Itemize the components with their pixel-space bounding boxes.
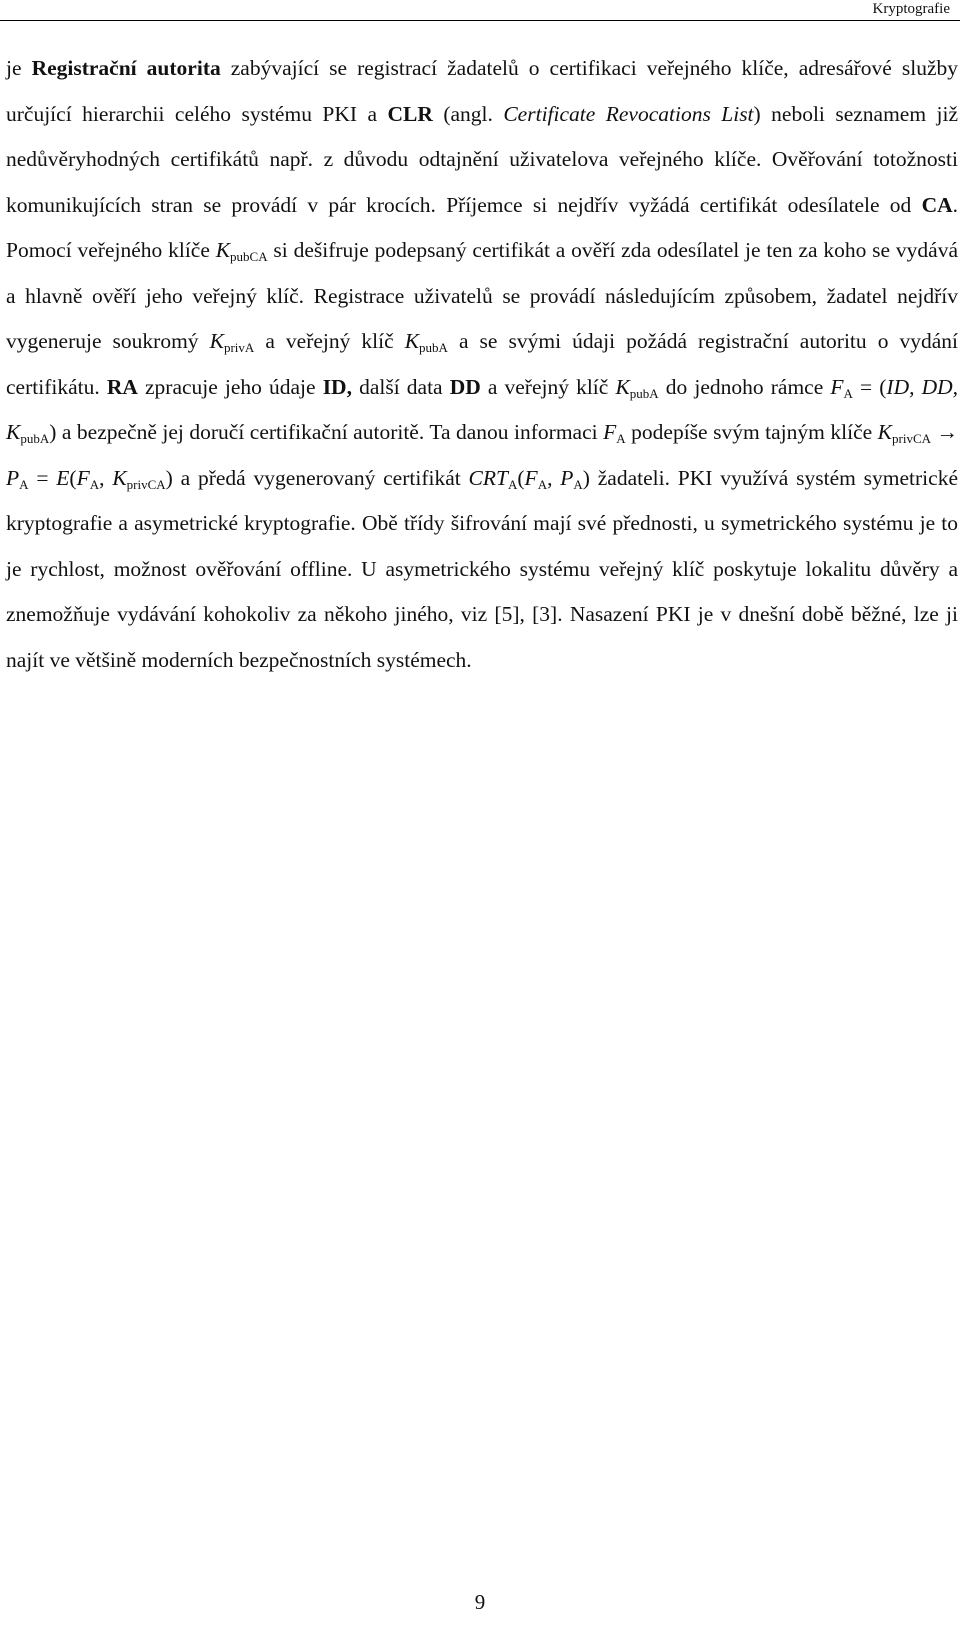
math-var: K	[877, 420, 892, 444]
math-subscript: A	[573, 476, 583, 492]
math-var: F	[603, 420, 617, 444]
math-var: F	[76, 465, 90, 490]
text-segment: (	[69, 465, 77, 490]
text-segment: další data	[351, 374, 450, 399]
text-segment: do jednoho rámce	[658, 374, 831, 399]
text-segment: a veřejný klíč	[254, 329, 405, 353]
body-paragraph	[6, 46, 958, 683]
math-var: K	[209, 329, 224, 353]
math-subscript: A	[537, 476, 548, 492]
term-id: ID,	[322, 374, 352, 399]
arrow-symbol: →	[936, 420, 958, 444]
math-var: E	[56, 465, 70, 490]
term-dd: DD	[449, 374, 481, 399]
math-var: P	[560, 465, 574, 490]
text-segment: ) neboli seznamem již nedůvěryhodných certifikátů např. z důvodu odtajnění uživatelova veřejného klíče. Ověřování totožnosti komunikujících stran se provádí v pár krocích. Příjemce si nejdřív vyžádá certifikát odesílatele od	[6, 101, 959, 217]
term-registration-authority: Registrační autorita	[31, 56, 221, 80]
text-segment: ) žadateli. PKI využívá systém symetrické kryptografie a asymetrické kryptografie. Obě třídy šifrování mají své přednosti, u symetrického systému je to je rychlost, možnost ověřování offline. U asymetrického systému veřejný klíč poskytuje lokalitu důvěry a znemožňuje vydávání kohokoliv za někoho jiného, viz [5], [3]. Nasazení PKI je v dnešní době běžné, lze ji najít ve většině moderních bezpečnostních systémech.	[6, 465, 958, 672]
math-var: P	[6, 465, 20, 490]
text-segment: . Pomocí veřejného klíče	[6, 192, 958, 262]
term-ca: CA	[921, 192, 953, 217]
math-subscript: privCA	[892, 431, 931, 446]
page-number: 9	[474, 1590, 486, 1614]
math-var: F	[524, 465, 538, 490]
text-segment: ) a bezpečně jej doručí certifikační autoritě. Ta danou informaci	[49, 420, 604, 444]
text-segment: ,	[547, 465, 561, 490]
math-var: K	[215, 238, 231, 262]
text-segment: = (	[852, 374, 887, 399]
running-header: Kryptografie	[872, 1, 950, 17]
math-subscript: pubA	[20, 431, 50, 446]
text-segment: (	[517, 465, 525, 490]
term-clr: CLR	[387, 101, 433, 126]
math-subscript: A	[843, 385, 853, 401]
math-subscript: A	[89, 476, 100, 492]
math-var: K	[404, 329, 420, 353]
math-subscript: pubCA	[230, 249, 268, 264]
text-segment: si dešifruje podepsaný certifikát a ověří zda odesílatel je ten za koho se vydává a hlavně ověří jeho veřejný klíč. Registrace uživatelů se provádí následujícím způsobem, žadatel nejdřív vygeneruje soukromý	[6, 238, 958, 353]
math-subscript: pubA	[419, 340, 448, 355]
text-segment: ) a předá vygenerovaný certifikát	[165, 465, 469, 490]
text-segment: =	[28, 465, 57, 490]
term-ra: RA	[106, 374, 138, 399]
text-segment: podepíše svým tajným klíče	[625, 420, 878, 444]
text-segment: a se svými údaji požádá registrační autoritu o vydání certifikátu.	[6, 329, 958, 399]
math-subscript: A	[19, 476, 29, 492]
text-segment: ,	[99, 465, 113, 490]
math-subscript: A	[616, 431, 626, 446]
math-var: K	[615, 374, 630, 399]
text-segment: zpracuje jeho údaje	[137, 374, 323, 399]
math-subscript: A	[507, 476, 518, 492]
math-subscript: pubA	[629, 385, 659, 401]
text-segment: je	[6, 56, 32, 80]
math-expression: ID, DD, K	[6, 374, 958, 444]
math-var: CRT	[468, 465, 508, 490]
text-segment: (angl.	[432, 101, 504, 126]
term-clr-expansion: Certificate Revocations List	[503, 101, 754, 126]
math-var: F	[830, 374, 844, 399]
math-subscript: privCA	[126, 476, 166, 492]
text-segment: a veřejný klíč	[480, 374, 616, 399]
math-var: K	[112, 465, 127, 490]
header-rule	[0, 20, 960, 21]
text-segment: zabývající se registrací žadatelů o certifikaci veřejného klíče, adresářové služby určující hierarchii celého systému PKI a	[6, 56, 958, 126]
math-subscript: privA	[223, 340, 255, 355]
